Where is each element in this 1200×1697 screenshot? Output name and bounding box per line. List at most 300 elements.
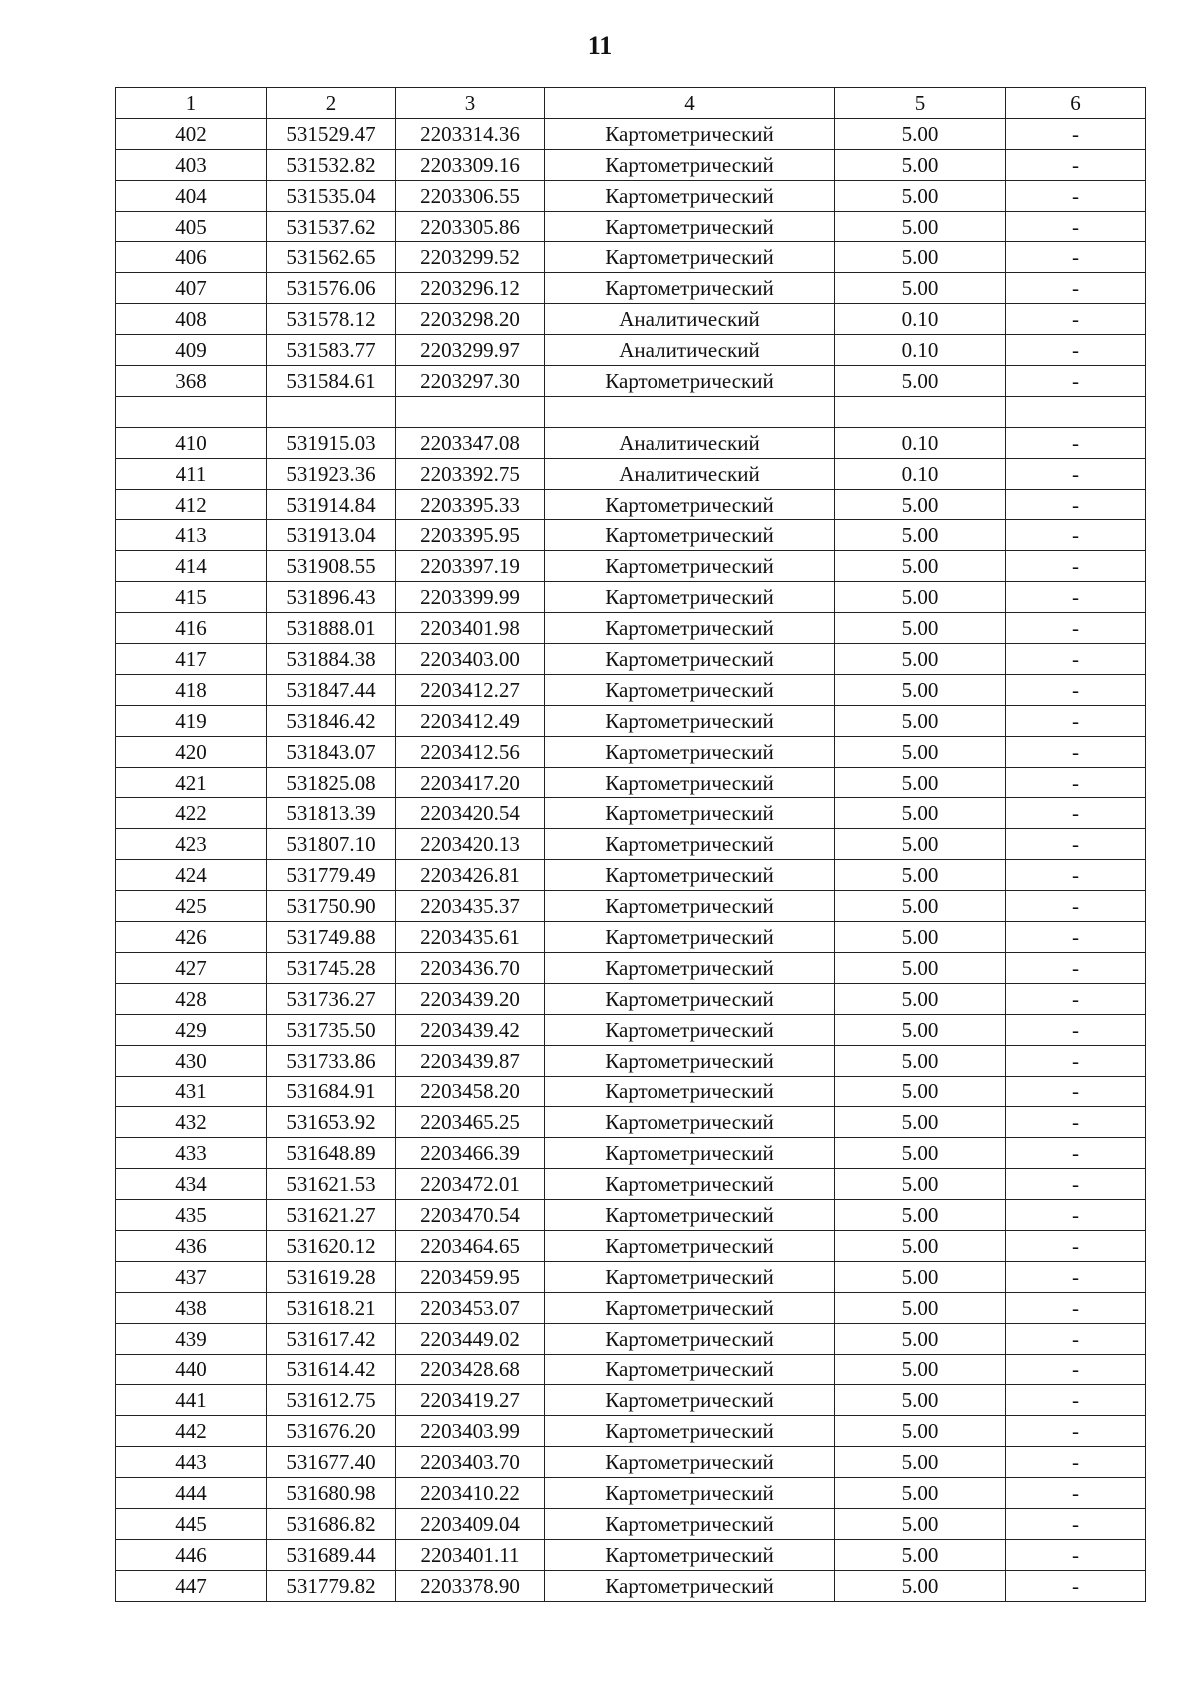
table-row bbox=[116, 427, 1146, 458]
cell-description: - bbox=[1006, 211, 1146, 242]
cell-point-number: 405 bbox=[116, 211, 267, 242]
cell-description: - bbox=[1006, 118, 1146, 149]
cell-x-coordinate: 531537.62 bbox=[267, 211, 396, 242]
cell-accuracy: 5.00 bbox=[835, 1169, 1006, 1200]
cell-point-number: 425 bbox=[116, 891, 267, 922]
cell-accuracy: 5.00 bbox=[835, 1230, 1006, 1261]
cell-y-coordinate: 2203419.27 bbox=[396, 1385, 545, 1416]
cell-method: Картометрический bbox=[545, 551, 835, 582]
table-row bbox=[116, 1169, 1146, 1200]
cell-accuracy: 0.10 bbox=[835, 304, 1006, 335]
cell-description: - bbox=[1006, 427, 1146, 458]
cell-x-coordinate: 531621.53 bbox=[267, 1169, 396, 1200]
table-row bbox=[116, 396, 1146, 427]
cell-point-number: 408 bbox=[116, 304, 267, 335]
cell-point-number: 427 bbox=[116, 952, 267, 983]
cell-method: Картометрический bbox=[545, 829, 835, 860]
cell-x-coordinate: 531583.77 bbox=[267, 335, 396, 366]
cell-method: Аналитический bbox=[545, 304, 835, 335]
cell-accuracy: 5.00 bbox=[835, 860, 1006, 891]
cell-x-coordinate: 531736.27 bbox=[267, 983, 396, 1014]
cell-y-coordinate: 2203436.70 bbox=[396, 952, 545, 983]
cell-method: Картометрический bbox=[545, 891, 835, 922]
cell-y-coordinate: 2203428.68 bbox=[396, 1354, 545, 1385]
cell-description: - bbox=[1006, 335, 1146, 366]
cell-x-coordinate: 531779.82 bbox=[267, 1570, 396, 1601]
cell-x-coordinate: 531915.03 bbox=[267, 427, 396, 458]
cell-description: - bbox=[1006, 736, 1146, 767]
cell-accuracy: 5.00 bbox=[835, 613, 1006, 644]
cell-point-number: 434 bbox=[116, 1169, 267, 1200]
cell-point-number: 438 bbox=[116, 1292, 267, 1323]
table-row bbox=[116, 736, 1146, 767]
cell-description: - bbox=[1006, 613, 1146, 644]
table-row bbox=[116, 829, 1146, 860]
table-row bbox=[116, 149, 1146, 180]
table-row bbox=[116, 180, 1146, 211]
cell-method: Картометрический bbox=[545, 211, 835, 242]
cell-accuracy: 5.00 bbox=[835, 366, 1006, 397]
cell-y-coordinate: 2203347.08 bbox=[396, 427, 545, 458]
cell-point-number: 404 bbox=[116, 180, 267, 211]
cell-description: - bbox=[1006, 922, 1146, 953]
cell-x-coordinate: 531914.84 bbox=[267, 489, 396, 520]
cell-y-coordinate: 2203466.39 bbox=[396, 1138, 545, 1169]
cell-method: Картометрический bbox=[545, 118, 835, 149]
cell-point-number: 406 bbox=[116, 242, 267, 273]
cell-x-coordinate: 531843.07 bbox=[267, 736, 396, 767]
cell-method: Картометрический bbox=[545, 613, 835, 644]
cell-description: - bbox=[1006, 1385, 1146, 1416]
cell-point-number: 426 bbox=[116, 922, 267, 953]
cell-x-coordinate: 531618.21 bbox=[267, 1292, 396, 1323]
table-row bbox=[116, 520, 1146, 551]
cell-point-number: 433 bbox=[116, 1138, 267, 1169]
table-row bbox=[116, 922, 1146, 953]
cell-x-coordinate: 531779.49 bbox=[267, 860, 396, 891]
cell-description: - bbox=[1006, 860, 1146, 891]
cell-point-number: 424 bbox=[116, 860, 267, 891]
cell-description: - bbox=[1006, 1539, 1146, 1570]
table-row bbox=[116, 211, 1146, 242]
cell-point-number: 439 bbox=[116, 1323, 267, 1354]
cell-y-coordinate: 2203435.61 bbox=[396, 922, 545, 953]
cell-x-coordinate: 531532.82 bbox=[267, 149, 396, 180]
cell-description: - bbox=[1006, 180, 1146, 211]
cell-y-coordinate: 2203378.90 bbox=[396, 1570, 545, 1601]
table-row bbox=[116, 1539, 1146, 1570]
cell-accuracy: 5.00 bbox=[835, 149, 1006, 180]
cell-description: - bbox=[1006, 1478, 1146, 1509]
cell-x-coordinate: 531913.04 bbox=[267, 520, 396, 551]
cell-x-coordinate: 531847.44 bbox=[267, 674, 396, 705]
cell-method: Картометрический bbox=[545, 1076, 835, 1107]
cell-x-coordinate: 531735.50 bbox=[267, 1014, 396, 1045]
column-header: 3 bbox=[396, 88, 545, 119]
cell-method: Картометрический bbox=[545, 1138, 835, 1169]
table-row bbox=[116, 1200, 1146, 1231]
cell-accuracy: 5.00 bbox=[835, 211, 1006, 242]
cell-point-number: 435 bbox=[116, 1200, 267, 1231]
cell-y-coordinate: 2203417.20 bbox=[396, 767, 545, 798]
table-row bbox=[116, 1323, 1146, 1354]
cell-y-coordinate: 2203470.54 bbox=[396, 1200, 545, 1231]
cell-x-coordinate: 531750.90 bbox=[267, 891, 396, 922]
table-row bbox=[116, 366, 1146, 397]
cell-x-coordinate: 531619.28 bbox=[267, 1261, 396, 1292]
cell-accuracy: 5.00 bbox=[835, 891, 1006, 922]
cell-description: - bbox=[1006, 983, 1146, 1014]
cell-accuracy: 5.00 bbox=[835, 489, 1006, 520]
cell-method: Картометрический bbox=[545, 520, 835, 551]
cell-accuracy: 5.00 bbox=[835, 767, 1006, 798]
cell-method: Картометрический bbox=[545, 489, 835, 520]
cell-y-coordinate: 2203412.27 bbox=[396, 674, 545, 705]
cell-point-number: 409 bbox=[116, 335, 267, 366]
cell-x-coordinate: 531677.40 bbox=[267, 1447, 396, 1478]
table-row bbox=[116, 1416, 1146, 1447]
table-row bbox=[116, 1354, 1146, 1385]
table-row bbox=[116, 273, 1146, 304]
cell-method: Картометрический bbox=[545, 1045, 835, 1076]
cell-description: - bbox=[1006, 458, 1146, 489]
cell-y-coordinate: 2203299.97 bbox=[396, 335, 545, 366]
table-row bbox=[116, 644, 1146, 675]
cell-y-coordinate: 2203306.55 bbox=[396, 180, 545, 211]
cell-y-coordinate: 2203401.98 bbox=[396, 613, 545, 644]
cell-point-number: 418 bbox=[116, 674, 267, 705]
cell-accuracy: 5.00 bbox=[835, 1292, 1006, 1323]
cell-description: - bbox=[1006, 551, 1146, 582]
cell-point-number: 411 bbox=[116, 458, 267, 489]
cell-point-number: 430 bbox=[116, 1045, 267, 1076]
cell-description: - bbox=[1006, 242, 1146, 273]
cell-description: - bbox=[1006, 891, 1146, 922]
cell-y-coordinate bbox=[396, 396, 545, 427]
cell-y-coordinate: 2203412.56 bbox=[396, 736, 545, 767]
column-header: 6 bbox=[1006, 88, 1146, 119]
cell-y-coordinate: 2203305.86 bbox=[396, 211, 545, 242]
cell-description: - bbox=[1006, 1169, 1146, 1200]
table-row bbox=[116, 798, 1146, 829]
cell-accuracy: 5.00 bbox=[835, 922, 1006, 953]
cell-method: Картометрический bbox=[545, 582, 835, 613]
cell-accuracy: 5.00 bbox=[835, 1138, 1006, 1169]
cell-point-number: 414 bbox=[116, 551, 267, 582]
cell-accuracy: 5.00 bbox=[835, 1447, 1006, 1478]
cell-point-number: 410 bbox=[116, 427, 267, 458]
cell-point-number: 446 bbox=[116, 1539, 267, 1570]
cell-description: - bbox=[1006, 674, 1146, 705]
cell-accuracy: 5.00 bbox=[835, 1323, 1006, 1354]
cell-y-coordinate: 2203439.42 bbox=[396, 1014, 545, 1045]
cell-x-coordinate: 531888.01 bbox=[267, 613, 396, 644]
cell-x-coordinate: 531813.39 bbox=[267, 798, 396, 829]
cell-point-number: 420 bbox=[116, 736, 267, 767]
cell-y-coordinate: 2203449.02 bbox=[396, 1323, 545, 1354]
cell-description: - bbox=[1006, 1447, 1146, 1478]
table-row bbox=[116, 582, 1146, 613]
cell-y-coordinate: 2203299.52 bbox=[396, 242, 545, 273]
cell-point-number: 419 bbox=[116, 705, 267, 736]
column-header: 1 bbox=[116, 88, 267, 119]
table-row bbox=[116, 1045, 1146, 1076]
cell-method: Картометрический bbox=[545, 1323, 835, 1354]
cell-description: - bbox=[1006, 1107, 1146, 1138]
coordinates-table bbox=[115, 87, 1146, 1602]
table-row bbox=[116, 891, 1146, 922]
table-row bbox=[116, 1292, 1146, 1323]
page-number: 11 bbox=[587, 31, 613, 60]
cell-y-coordinate: 2203465.25 bbox=[396, 1107, 545, 1138]
cell-x-coordinate: 531535.04 bbox=[267, 180, 396, 211]
cell-method: Картометрический bbox=[545, 1261, 835, 1292]
cell-description: - bbox=[1006, 798, 1146, 829]
cell-method: Картометрический bbox=[545, 1570, 835, 1601]
cell-method: Картометрический bbox=[545, 1354, 835, 1385]
cell-method: Картометрический bbox=[545, 1230, 835, 1261]
cell-method: Картометрический bbox=[545, 644, 835, 675]
cell-x-coordinate: 531825.08 bbox=[267, 767, 396, 798]
cell-accuracy: 5.00 bbox=[835, 1107, 1006, 1138]
table-row bbox=[116, 304, 1146, 335]
cell-point-number: 402 bbox=[116, 118, 267, 149]
cell-y-coordinate: 2203298.20 bbox=[396, 304, 545, 335]
column-header: 2 bbox=[267, 88, 396, 119]
cell-method: Картометрический bbox=[545, 1416, 835, 1447]
cell-method: Картометрический bbox=[545, 1385, 835, 1416]
cell-description: - bbox=[1006, 767, 1146, 798]
cell-accuracy: 5.00 bbox=[835, 829, 1006, 860]
cell-accuracy: 5.00 bbox=[835, 674, 1006, 705]
cell-x-coordinate: 531584.61 bbox=[267, 366, 396, 397]
cell-y-coordinate: 2203439.20 bbox=[396, 983, 545, 1014]
cell-description: - bbox=[1006, 1416, 1146, 1447]
cell-x-coordinate: 531612.75 bbox=[267, 1385, 396, 1416]
column-header: 4 bbox=[545, 88, 835, 119]
cell-description: - bbox=[1006, 1323, 1146, 1354]
cell-y-coordinate: 2203399.99 bbox=[396, 582, 545, 613]
table-row bbox=[116, 613, 1146, 644]
cell-method: Картометрический bbox=[545, 705, 835, 736]
cell-accuracy: 5.00 bbox=[835, 1570, 1006, 1601]
cell-description: - bbox=[1006, 644, 1146, 675]
cell-accuracy: 5.00 bbox=[835, 1261, 1006, 1292]
cell-description: - bbox=[1006, 1354, 1146, 1385]
cell-y-coordinate: 2203459.95 bbox=[396, 1261, 545, 1292]
cell-y-coordinate: 2203472.01 bbox=[396, 1169, 545, 1200]
cell-method: Картометрический bbox=[545, 273, 835, 304]
cell-description: - bbox=[1006, 1200, 1146, 1231]
table-row bbox=[116, 952, 1146, 983]
cell-description: - bbox=[1006, 489, 1146, 520]
cell-method: Картометрический bbox=[545, 1447, 835, 1478]
cell-description: - bbox=[1006, 1014, 1146, 1045]
cell-point-number: 407 bbox=[116, 273, 267, 304]
cell-method: Картометрический bbox=[545, 767, 835, 798]
cell-accuracy: 5.00 bbox=[835, 705, 1006, 736]
table-row bbox=[116, 118, 1146, 149]
cell-accuracy: 5.00 bbox=[835, 798, 1006, 829]
cell-description: - bbox=[1006, 1076, 1146, 1107]
table-row bbox=[116, 1076, 1146, 1107]
cell-method: Картометрический bbox=[545, 242, 835, 273]
cell-description: - bbox=[1006, 304, 1146, 335]
cell-point-number: 441 bbox=[116, 1385, 267, 1416]
cell-y-coordinate: 2203403.99 bbox=[396, 1416, 545, 1447]
cell-accuracy: 0.10 bbox=[835, 427, 1006, 458]
table-row bbox=[116, 1508, 1146, 1539]
cell-accuracy bbox=[835, 396, 1006, 427]
cell-y-coordinate: 2203426.81 bbox=[396, 860, 545, 891]
cell-point-number: 423 bbox=[116, 829, 267, 860]
cell-accuracy: 5.00 bbox=[835, 273, 1006, 304]
cell-method: Картометрический bbox=[545, 1478, 835, 1509]
cell-accuracy: 5.00 bbox=[835, 551, 1006, 582]
cell-description: - bbox=[1006, 1292, 1146, 1323]
cell-method bbox=[545, 396, 835, 427]
cell-method: Картометрический bbox=[545, 952, 835, 983]
cell-y-coordinate: 2203412.49 bbox=[396, 705, 545, 736]
cell-x-coordinate: 531686.82 bbox=[267, 1508, 396, 1539]
cell-accuracy: 0.10 bbox=[835, 335, 1006, 366]
cell-y-coordinate: 2203296.12 bbox=[396, 273, 545, 304]
table-row bbox=[116, 458, 1146, 489]
cell-x-coordinate: 531676.20 bbox=[267, 1416, 396, 1447]
cell-method: Картометрический bbox=[545, 180, 835, 211]
cell-accuracy: 0.10 bbox=[835, 458, 1006, 489]
cell-point-number: 437 bbox=[116, 1261, 267, 1292]
cell-y-coordinate: 2203392.75 bbox=[396, 458, 545, 489]
table-row bbox=[116, 767, 1146, 798]
column-header: 5 bbox=[835, 88, 1006, 119]
cell-method: Картометрический bbox=[545, 1200, 835, 1231]
cell-description bbox=[1006, 396, 1146, 427]
cell-x-coordinate: 531621.27 bbox=[267, 1200, 396, 1231]
cell-accuracy: 5.00 bbox=[835, 736, 1006, 767]
cell-point-number: 403 bbox=[116, 149, 267, 180]
table-body bbox=[116, 118, 1146, 1601]
cell-method: Картометрический bbox=[545, 1539, 835, 1570]
cell-accuracy: 5.00 bbox=[835, 644, 1006, 675]
table-row bbox=[116, 551, 1146, 582]
cell-point-number: 417 bbox=[116, 644, 267, 675]
cell-accuracy: 5.00 bbox=[835, 1416, 1006, 1447]
cell-method: Аналитический bbox=[545, 458, 835, 489]
cell-description: - bbox=[1006, 582, 1146, 613]
cell-point-number: 447 bbox=[116, 1570, 267, 1601]
table-row bbox=[116, 489, 1146, 520]
cell-description: - bbox=[1006, 366, 1146, 397]
cell-x-coordinate: 531923.36 bbox=[267, 458, 396, 489]
cell-x-coordinate: 531896.43 bbox=[267, 582, 396, 613]
table-row bbox=[116, 1107, 1146, 1138]
cell-accuracy: 5.00 bbox=[835, 1045, 1006, 1076]
cell-x-coordinate: 531614.42 bbox=[267, 1354, 396, 1385]
cell-accuracy: 5.00 bbox=[835, 118, 1006, 149]
cell-point-number: 421 bbox=[116, 767, 267, 798]
cell-description: - bbox=[1006, 1570, 1146, 1601]
cell-method: Картометрический bbox=[545, 1107, 835, 1138]
cell-description: - bbox=[1006, 705, 1146, 736]
cell-y-coordinate: 2203314.36 bbox=[396, 118, 545, 149]
cell-method: Картометрический bbox=[545, 860, 835, 891]
cell-method: Картометрический bbox=[545, 1292, 835, 1323]
cell-x-coordinate: 531745.28 bbox=[267, 952, 396, 983]
cell-x-coordinate bbox=[267, 396, 396, 427]
cell-x-coordinate: 531653.92 bbox=[267, 1107, 396, 1138]
cell-x-coordinate: 531807.10 bbox=[267, 829, 396, 860]
cell-point-number: 436 bbox=[116, 1230, 267, 1261]
cell-accuracy: 5.00 bbox=[835, 1354, 1006, 1385]
cell-accuracy: 5.00 bbox=[835, 180, 1006, 211]
cell-accuracy: 5.00 bbox=[835, 983, 1006, 1014]
cell-point-number: 412 bbox=[116, 489, 267, 520]
cell-method: Аналитический bbox=[545, 427, 835, 458]
cell-accuracy: 5.00 bbox=[835, 1385, 1006, 1416]
cell-accuracy: 5.00 bbox=[835, 520, 1006, 551]
cell-method: Картометрический bbox=[545, 1169, 835, 1200]
cell-method: Картометрический bbox=[545, 798, 835, 829]
table-row bbox=[116, 1230, 1146, 1261]
cell-x-coordinate: 531578.12 bbox=[267, 304, 396, 335]
cell-method: Картометрический bbox=[545, 674, 835, 705]
cell-y-coordinate: 2203420.13 bbox=[396, 829, 545, 860]
cell-accuracy: 5.00 bbox=[835, 1200, 1006, 1231]
table-row bbox=[116, 705, 1146, 736]
cell-description: - bbox=[1006, 1230, 1146, 1261]
cell-x-coordinate: 531684.91 bbox=[267, 1076, 396, 1107]
cell-accuracy: 5.00 bbox=[835, 582, 1006, 613]
cell-x-coordinate: 531576.06 bbox=[267, 273, 396, 304]
cell-description: - bbox=[1006, 1261, 1146, 1292]
cell-point-number: 444 bbox=[116, 1478, 267, 1509]
cell-point-number: 443 bbox=[116, 1447, 267, 1478]
cell-y-coordinate: 2203395.33 bbox=[396, 489, 545, 520]
cell-description: - bbox=[1006, 829, 1146, 860]
cell-y-coordinate: 2203410.22 bbox=[396, 1478, 545, 1509]
cell-x-coordinate: 531749.88 bbox=[267, 922, 396, 953]
cell-point-number: 422 bbox=[116, 798, 267, 829]
cell-x-coordinate: 531648.89 bbox=[267, 1138, 396, 1169]
table-row bbox=[116, 860, 1146, 891]
table-row bbox=[116, 1014, 1146, 1045]
table-row bbox=[116, 1385, 1146, 1416]
table-row bbox=[116, 1261, 1146, 1292]
cell-description: - bbox=[1006, 1508, 1146, 1539]
cell-point-number: 413 bbox=[116, 520, 267, 551]
cell-x-coordinate: 531908.55 bbox=[267, 551, 396, 582]
cell-method: Картометрический bbox=[545, 1014, 835, 1045]
cell-x-coordinate: 531562.65 bbox=[267, 242, 396, 273]
cell-point-number: 432 bbox=[116, 1107, 267, 1138]
cell-description: - bbox=[1006, 149, 1146, 180]
table-row bbox=[116, 242, 1146, 273]
cell-x-coordinate: 531680.98 bbox=[267, 1478, 396, 1509]
cell-accuracy: 5.00 bbox=[835, 1014, 1006, 1045]
table-row bbox=[116, 1138, 1146, 1169]
cell-point-number: 415 bbox=[116, 582, 267, 613]
cell-accuracy: 5.00 bbox=[835, 1076, 1006, 1107]
cell-y-coordinate: 2203395.95 bbox=[396, 520, 545, 551]
cell-y-coordinate: 2203453.07 bbox=[396, 1292, 545, 1323]
cell-y-coordinate: 2203409.04 bbox=[396, 1508, 545, 1539]
cell-y-coordinate: 2203420.54 bbox=[396, 798, 545, 829]
cell-point-number: 368 bbox=[116, 366, 267, 397]
cell-description: - bbox=[1006, 273, 1146, 304]
cell-x-coordinate: 531733.86 bbox=[267, 1045, 396, 1076]
cell-y-coordinate: 2203464.65 bbox=[396, 1230, 545, 1261]
